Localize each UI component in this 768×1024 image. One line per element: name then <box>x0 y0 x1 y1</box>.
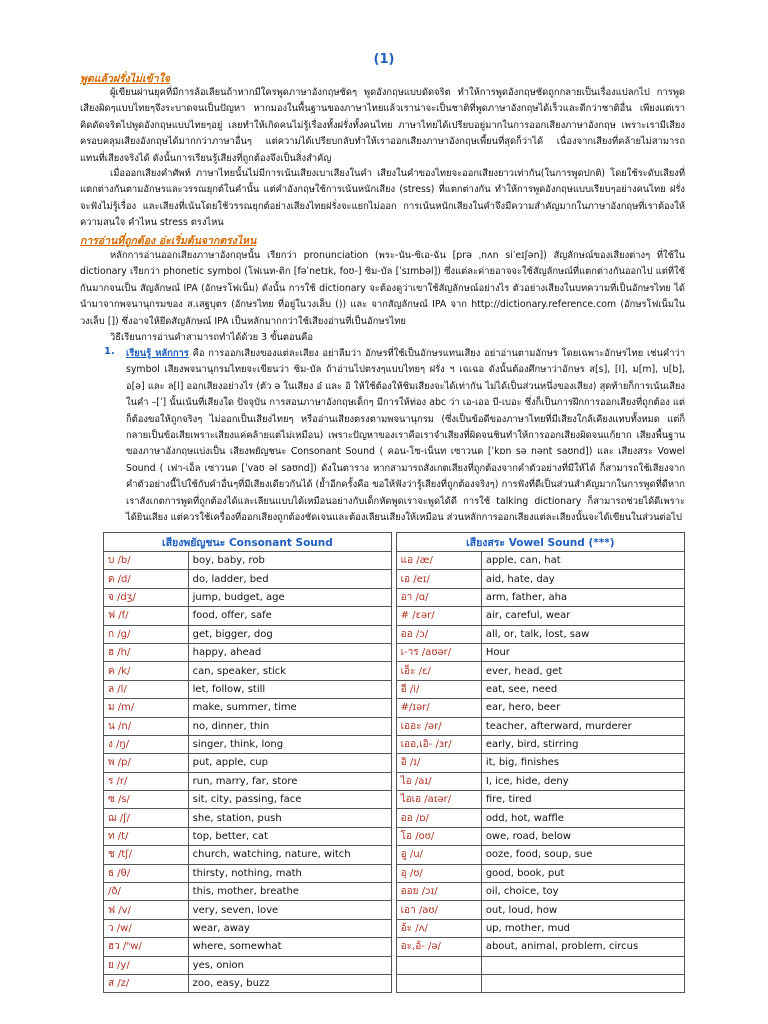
vowel-examples: odd, hot, waffle <box>481 809 684 827</box>
table-row <box>104 956 685 974</box>
consonant-symbol: ด /d/ <box>104 570 189 588</box>
consonant-symbol: ก /g/ <box>104 625 189 643</box>
consonant-symbol: ง /ŋ/ <box>104 735 189 753</box>
vowel-examples: fire, tired <box>481 791 684 809</box>
vowel-symbol: อี /i/ <box>396 680 481 698</box>
consonant-examples: let, follow, still <box>188 680 391 698</box>
vowel-examples: apple, can, hat <box>481 552 684 570</box>
step-1-text: คือ การออกเสียงของแต่ละเสียง อย่าลืมว่า อักษรที่ใช้เป็นอักษรแทนเสียง อย่าอ่านตามอักษร โดยเฉพาะอักษรไทย เช่นคำว่า symbol เสียงพจนานุกรมไทยจะเขียนว่า ซิม-บัล ถ้าอ่านไปตรงๆแบบไทยๆ ฝรั่ง ฯ เฉเฉอ ดังนั้นต้องศึกษาว่าอักษร ส[s], [I], ม[m], บ[b], อ[ə] และ ล[l] ออกเสียงอย่างไร (ตัว ə ในเสียง อ๋ และ อิ ให้ใช้ต้องให้ชิมเสียงจะได้เท่ากัน ไม่ได้เป็นส่วนหนึ่งของเสียง) สุดท้ายก็การเน้นเสียงในคำ –[ˈ] นั้นเน้นที่เสียงใด ปัจจุบัน การสอนภาษาอังกฤษเด็กๆ มีการให้ท่อง abc ว่า เอ-เออ บี-เบอะ ซึ่งก็เป็นการฝึกการออกเสียงที่ถูกต้อง แต่ก็ต้องขอให้ถูกจริงๆ ไม่ออกเป็นเสียงไทยๆ หรืออ่านเสียงตรงตามพจนานุกรม (ซึ่งเป็นข้อดีของภาษาไทยที่มีเสียงใกล้เคียงแทบทั้งหมด แต่ก็กลายเป็นข้อเสียเพราะเสียงแค่คล้ายแต่ไม่เหมือน) เพราะปัญหาของเราคือเราจำเสียงที่ผิดจนชินทำให้การออกเสียงผิดจนแก้ยาก เสียงพื้นฐานของภาษาอังกฤษแบ่งเป็น เสียงพยัญชนะ Consonant Sound ( คอน-โซ-เน็นท เซาวนด [ˈkɒn sə nənt saʊnd]) และ เสียงสระ Vowel Sound ( เฟา-เอ็ล เซาวนด [ˈvaʊ əl saʊnd]) ดังในตาราง หากสามารถสังเกตเสียงที่ถูกต้องจากคำตัวอย่างที่มีให้ได้ ก็สามารถใช้เสียงจากคำตัวอย่างนี้ไปใช้กับคำอื่นๆที่มีเสียงเดียวกันได้ (ย้ำอีกครั้งคือ ขอให้ฟังว่ารู้เสียงที่ถูกต้องจริงๆ) การฟังที่ดีเป็นส่วนสำคัญมากในการพูดที่ดีหากเราสังเกตการพูดที่ถูกต้องได้และเลียนแบบได้เหมือนอย่างกับเด็กหัดพูดเราจะพูดได้ดี การใช้ talking dictionary ก็สามารถช่วยได้ดีเพราะได้ยินเสียง แต่ควรใช้เครื่องที่ออกเสียงถูกต้องชัดเจนและต้องเลียนเสียงให้เหมือน ส่วนหลักการออกเสียงแต่ละเสียงนั้นจะได้เขียนในส่วนต่อไป <box>126 348 685 524</box>
table-row <box>104 754 685 772</box>
vowel-examples: out, loud, how <box>481 901 684 919</box>
table-row <box>104 901 685 919</box>
consonant-symbol: ล /l/ <box>104 680 189 698</box>
consonant-symbol: ร /r/ <box>104 772 189 790</box>
consonant-symbol: ธ /θ/ <box>104 864 189 882</box>
consonant-symbol: ช /tʃ/ <box>104 846 189 864</box>
vowel-examples: good, book, put <box>481 864 684 882</box>
vowel-header: เสียงสระ Vowel Sound (***) <box>396 533 684 552</box>
paragraph-stress-text: เมื่อออกเสียงคำศัพท์ ภาษาไทยนั้นไม่มีการเน้นเสียงเบาเสียงในคำ เสียงในคำของไทยจะออกเสียงยาวเท่ากัน(ในการพูดปกติ) โดยใช้ระดับเสียงที่แตกต่างกันตามอักษรและวรรณยุกต์ในคำนั้น แต่คำอังกฤษใช้การเน้นหนักเสียง (stress) ที่แตกต่างกัน ทำให้การพูดอังกฤษแบบเรียบๆอย่างคนไทย ฝรั่งจะฟังไม่รู้เรื่อง และเสียงที่เน้นโดยใช้วรรณยุกต์อย่างเสียงไทยฝรั่งจะแยกไม่ออก การเน้นหนักเสียงในคำจึงมีความสำคัญมากในภาษาอังกฤษที่เราต้องให้ความสนใจ คำไหน stress ตรงไหน <box>80 168 685 229</box>
consonant-examples: jump, budget, age <box>188 588 391 606</box>
vowel-symbol: ออ /ɔ/ <box>396 625 481 643</box>
vowel-symbol: อุ /ʊ/ <box>396 864 481 882</box>
consonant-symbol: ส /z/ <box>104 974 189 992</box>
consonant-examples: zoo, easy, buzz <box>188 974 391 992</box>
vowel-symbol: เอา /aʊ/ <box>396 901 481 919</box>
consonant-examples: no, dinner, thin <box>188 717 391 735</box>
table-row <box>104 552 685 570</box>
vowel-examples: about, animal, problem, circus <box>481 938 684 956</box>
vowel-symbol <box>396 956 481 974</box>
vowel-symbol: ไอเอ /aɪər/ <box>396 791 481 809</box>
table-row <box>104 607 685 625</box>
consonant-examples: very, seven, love <box>188 901 391 919</box>
table-row <box>104 699 685 717</box>
section-heading-1: พูดแล้วฝรั่งไม่เข้าใจ <box>80 73 170 85</box>
vowel-examples: Hour <box>481 643 684 661</box>
vowel-examples: aid, hate, day <box>481 570 684 588</box>
vowel-symbol: อะ,อ้- /ə/ <box>396 938 481 956</box>
consonant-symbol: ซ /s/ <box>104 791 189 809</box>
consonant-symbol: ฟ /f/ <box>104 607 189 625</box>
consonant-examples: sit, city, passing, face <box>188 791 391 809</box>
table-row <box>104 809 685 827</box>
table-row <box>104 791 685 809</box>
vowel-symbol: # /ɛər/ <box>396 607 481 625</box>
consonant-examples: singer, think, long <box>188 735 391 753</box>
vowel-examples: air, careful, wear <box>481 607 684 625</box>
vowel-examples: ever, head, get <box>481 662 684 680</box>
table-row <box>104 827 685 845</box>
table-row <box>104 864 685 882</box>
consonant-symbol: /ð/ <box>104 883 189 901</box>
table-row <box>104 588 685 606</box>
vowel-symbol: #/ɪər/ <box>396 699 481 717</box>
table-row <box>104 772 685 790</box>
table-row <box>104 625 685 643</box>
table-row <box>104 974 685 992</box>
consonant-symbol: ว /w/ <box>104 919 189 937</box>
table-row <box>104 919 685 937</box>
steps-intro <box>110 330 685 346</box>
consonant-symbol: ม /m/ <box>104 699 189 717</box>
consonant-examples: thirsty, nothing, math <box>188 864 391 882</box>
consonant-examples: wear, away <box>188 919 391 937</box>
consonant-symbol: บ /b/ <box>104 552 189 570</box>
vowel-symbol: อ้ะ /ʌ/ <box>396 919 481 937</box>
vowel-examples: arm, father, aha <box>481 588 684 606</box>
vowel-examples: teacher, afterward, murderer <box>481 717 684 735</box>
paragraph-pronunciation <box>80 248 685 330</box>
steps-intro-text: วิธีเรียนการอ่านคำสามารถทำได้ด้วย 3 ขั้นตอนคือ <box>110 332 313 343</box>
vowel-symbol: อา /ɑ/ <box>396 588 481 606</box>
consonant-symbol: ฟ /v/ <box>104 901 189 919</box>
consonant-examples: this, mother, breathe <box>188 883 391 901</box>
vowel-symbol: เอ็ะ /ɛ/ <box>396 662 481 680</box>
paragraph-intro-text: ผู้เขียนผ่านยุคที่มีการล้อเลียนถ้าหากมีใครพูดภาษาอังกฤษชัดๆ พูดอังกฤษแบบดัดจริต ทำให้การพูดอังกฤษชัดถูกกลายเป็นเรื่องแปลกไป การพูดเสียงผิดๆแบบไทยๆจึงระบาดจนเป็นปัญหา หากมองในพื้นฐานของภาษาไทยแล้วเราน่าจะเป็นชาติที่พูดภาษาอังกฤษได้เร็วและดีกว่าชาติอื่น เพียงแต่เราคิดดัดจริตไปพูดอังกฤษแบบไทยๆอยู่ เลยทำให้เกิดคนไม่รู้เรื่องทั้งฝรั่งทั้งคนไทย ภาษาไทยได้เปรียบอยู่มากในการออกเสียงภาษาอังกฤษ เพราะเรามีเสียงครอบคลุมเสียงอังกฤษได้มากกว่าภาษาอื่นๆ แต่ความได้เปรียบกลับทำให้เราออกเสียงภาษาอังกฤษเพี้ยนที่สุดก็ว่าได้ เนื่องจากเสียงที่คล้ายไม่สามารถแทนที่เสียงจริงได้ ดังนั้นการเรียนรู้เสียงที่ถูกต้องจึงเป็นสิ่งสำคัญ <box>80 87 685 164</box>
vowel-symbol: เอ /eɪ/ <box>396 570 481 588</box>
vowel-examples: ooze, food, soup, sue <box>481 846 684 864</box>
consonant-symbol: ท /t/ <box>104 827 189 845</box>
consonant-symbol: ฮ /h/ <box>104 643 189 661</box>
vowel-examples: ear, hero, beer <box>481 699 684 717</box>
table-row <box>104 717 685 735</box>
vowel-examples: owe, road, below <box>481 827 684 845</box>
sound-table <box>103 532 685 993</box>
vowel-symbol: เออะ /ər/ <box>396 717 481 735</box>
vowel-examples: it, big, finishes <box>481 754 684 772</box>
vowel-examples: oil, choice, toy <box>481 883 684 901</box>
consonant-examples: happy, ahead <box>188 643 391 661</box>
table-row <box>104 680 685 698</box>
vowel-examples <box>481 974 684 992</box>
step-1-title: เรียนรู้ หลักการ <box>126 348 189 359</box>
consonant-examples: church, watching, nature, witch <box>188 846 391 864</box>
consonant-symbol: จ /dʒ/ <box>104 588 189 606</box>
vowel-symbol <box>396 974 481 992</box>
table-row <box>104 570 685 588</box>
consonant-examples: yes, onion <box>188 956 391 974</box>
vowel-symbol: ออย /ɔɪ/ <box>396 883 481 901</box>
consonant-symbol: ย /y/ <box>104 956 189 974</box>
vowel-examples: I, ice, hide, deny <box>481 772 684 790</box>
vowel-symbol: ไอ /aɪ/ <box>396 772 481 790</box>
consonant-examples: can, speaker, stick <box>188 662 391 680</box>
step-1-number: 1. <box>104 346 115 357</box>
consonant-examples: top, better, cat <box>188 827 391 845</box>
consonant-examples: food, offer, safe <box>188 607 391 625</box>
vowel-examples: eat, see, need <box>481 680 684 698</box>
consonant-examples: run, marry, far, store <box>188 772 391 790</box>
table-row <box>104 846 685 864</box>
consonant-examples: she, station, push <box>188 809 391 827</box>
table-row <box>104 938 685 956</box>
vowel-examples: all, or, talk, lost, saw <box>481 625 684 643</box>
vowel-symbol: ออ /ɒ/ <box>396 809 481 827</box>
consonant-examples: where, somewhat <box>188 938 391 956</box>
vowel-examples <box>481 956 684 974</box>
table-row <box>104 643 685 661</box>
vowel-symbol: อู /u/ <box>396 846 481 864</box>
vowel-symbol: แอ /æ/ <box>396 552 481 570</box>
paragraph-intro <box>80 85 685 167</box>
consonant-symbol: ค /k/ <box>104 662 189 680</box>
vowel-symbol: อิ /ɪ/ <box>396 754 481 772</box>
consonant-symbol: ฌ /ʃ/ <box>104 809 189 827</box>
table-row <box>104 735 685 753</box>
paragraph-pronunciation-text: หลักการอ่านออกเสียงภาษาอังกฤษนั้น เรียกว่า pronunciation (พระ-นัน-ซิเอ-ฉัน [prə ˌnʌn siˈeɪʃən]) สัญลักษณ์ของเสียงต่างๆ ที่ใช้ใน dictionary เรียกว่า phonetic symbol (โฟเนท-ติก [fəˈnetɪk, foʊ-] ซิม-บัล [ˈsɪmbəl]) ซึ่งแต่ละค่ายอาจจะใช้สัญลักษณ์ที่แตกต่างกันออกไป แต่ที่ใช้กันมากจนเป็น สัญลักษณ์ IPA (อักษรโฟเน็ม) ดังนั้น การใช้ dictionary จะต้องดูว่าเขาใช้สัญลักษณ์อย่างไร ตัวอย่างเสียงในบทความที่เป็นอักษรไทย ได้นำมาจากพจนานุกรมของ ส.เสฐบุตร (อักษรไทย ที่อยู่ในวงเล็บ ()) และ จากสัญลักษณ์ IPA จาก http://dictionary.reference.com (อักษรโฟเน็มในวงเล็บ []) ซึ่งอาจให้ยึดสัญลักษณ์ IPA เป็นหลักมากกว่าใช้เสียงอ่านที่เป็นอักษรไทย <box>80 250 685 327</box>
step-1-body <box>126 346 685 526</box>
consonant-symbol: พ /p/ <box>104 754 189 772</box>
consonant-examples: put, apple, cup <box>188 754 391 772</box>
table-row <box>104 883 685 901</box>
vowel-examples: early, bird, stirring <box>481 735 684 753</box>
vowel-examples: up, mother, mud <box>481 919 684 937</box>
paragraph-stress <box>80 166 685 232</box>
section-heading-2: การอ่านที่ถูกต้อง อ่ะเริ่มต้นจากตรงไหน <box>80 235 257 247</box>
vowel-symbol: เ-าร /aʊər/ <box>396 643 481 661</box>
consonant-examples: do, ladder, bed <box>188 570 391 588</box>
consonant-symbol: น /n/ <box>104 717 189 735</box>
table-row <box>104 662 685 680</box>
vowel-symbol: เออ,เอิ- /ɜr/ <box>396 735 481 753</box>
vowel-symbol: โอ /oʊ/ <box>396 827 481 845</box>
consonant-examples: make, summer, time <box>188 699 391 717</box>
consonant-examples: get, bigger, dog <box>188 625 391 643</box>
sound-table-body <box>104 552 685 993</box>
consonant-header: เสียงพยัญชนะ Consonant Sound <box>104 533 392 552</box>
consonant-symbol: ฮว /ʰw/ <box>104 938 189 956</box>
consonant-examples: boy, baby, rob <box>188 552 391 570</box>
page-number: (1) <box>373 52 395 67</box>
